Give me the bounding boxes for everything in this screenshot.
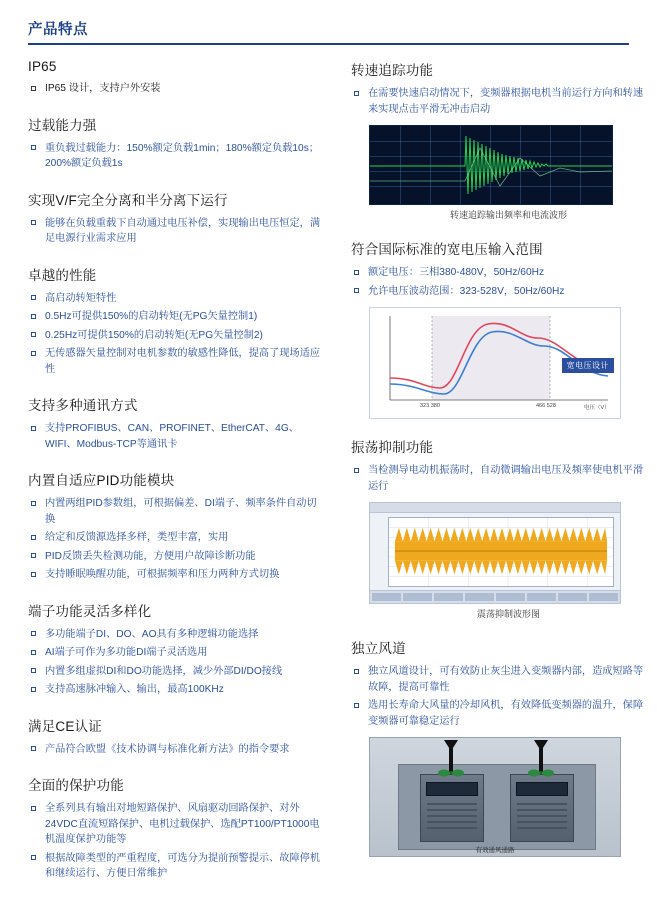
section-title: 独立风道 <box>351 641 406 656</box>
list-item-text: 0.25Hz可提供150%的启动转矩(无PG矢量控制2) <box>45 329 263 341</box>
bullet-list <box>351 664 648 729</box>
waveform-controls[interactable] <box>370 590 620 603</box>
square-bullet-icon <box>31 332 36 337</box>
list-item-text: 给定和反馈源选择多样，类型丰富，实用 <box>45 532 229 543</box>
list-item-text: 当检测导电动机振荡时，自动微调输出电压及频率使电机平滑运行 <box>368 465 644 492</box>
list-item-text: AI端子可作为多功能DI端子灵活选用 <box>45 647 208 658</box>
wide-voltage-badge: 宽电压设计 <box>562 358 615 373</box>
list-item <box>28 291 325 307</box>
section-title: 振荡抑制功能 <box>351 440 434 455</box>
list-item <box>28 309 325 325</box>
content-columns <box>28 59 644 899</box>
figure-suppression-waveform <box>369 502 648 620</box>
list-item-text: 重负载过载能力：150%额定负载1min；180%额定负载10s；200%额定负载1s <box>45 142 319 169</box>
oscilloscope-image <box>369 125 613 205</box>
inverter-cabinet-right <box>510 774 574 842</box>
square-bullet-icon <box>31 351 36 356</box>
bullet-list <box>28 496 325 583</box>
square-bullet-icon <box>31 426 36 431</box>
square-bullet-icon <box>31 314 36 319</box>
fan-icon-right <box>528 768 554 778</box>
section-protection <box>28 774 325 882</box>
duct-caption: 有效通风通路 <box>475 847 515 854</box>
suppression-waveform-image <box>369 502 621 604</box>
list-item <box>28 664 325 680</box>
list-item-text: 无传感器矢量控制对电机参数的敏感性降低，提高了现场适应性 <box>45 348 321 375</box>
figure-oscilloscope <box>369 125 648 221</box>
section-title: 实现V/F完全分离和半分离下运行 <box>28 192 228 208</box>
list-item <box>28 530 325 546</box>
list-item-text: 产品符合欧盟《技术协调与标准化新方法》的指令要求 <box>45 743 290 755</box>
section-performance <box>28 264 325 378</box>
figure-air-duct <box>369 737 648 857</box>
list-item <box>28 627 325 643</box>
figure-voltage-range <box>369 307 648 419</box>
list-item-text: PID反馈丢失检测功能，方便用户故障诊断功能 <box>45 550 256 562</box>
list-item <box>351 86 648 117</box>
waveform-toolbar <box>370 503 620 513</box>
square-bullet-icon <box>354 91 359 96</box>
x-tick-label: 466 528 <box>536 403 556 409</box>
voltage-chart-image <box>369 307 621 419</box>
square-bullet-icon <box>31 631 36 636</box>
bullet-list <box>351 265 648 299</box>
section-title: 端子功能灵活多样化 <box>28 603 152 619</box>
list-item <box>28 567 325 583</box>
bullet-list <box>351 86 648 117</box>
section-title: 卓越的性能 <box>28 267 97 283</box>
square-bullet-icon <box>354 270 359 275</box>
section-oscillation-suppression <box>351 436 648 620</box>
list-item-text: 0.5Hz可提供150%的启动转矩(无PG矢量控制1) <box>45 311 258 322</box>
list-item-text: 支持高速脉冲输入、输出，最高100KHz <box>45 684 224 695</box>
figure-caption: 转速追踪输出频率和电流波形 <box>449 210 567 220</box>
x-tick-label: 323 380 <box>420 403 440 409</box>
list-item-text: 高启动转矩特性 <box>45 292 117 304</box>
list-item <box>28 216 325 247</box>
bullet-list <box>28 81 325 97</box>
fan-icon-left <box>438 768 464 778</box>
list-item-text: 多功能端子DI、DO、AO具有多种逻辑功能选择 <box>45 628 259 640</box>
bullet-list <box>28 141 325 172</box>
list-item <box>28 801 325 848</box>
bullet-list <box>28 801 325 882</box>
left-column <box>28 59 325 899</box>
bullet-list <box>351 463 648 494</box>
list-item-text: 根据故障类型的严重程度，可选分为提前预警提示、故障停机和继续运行、方便日常维护 <box>45 852 321 879</box>
cabinet-display <box>516 782 568 796</box>
list-item <box>351 698 648 729</box>
square-bullet-icon <box>354 703 359 708</box>
section-pid <box>28 469 325 583</box>
airflow-arrow-right <box>534 740 548 751</box>
bullet-list <box>28 742 325 758</box>
section-vf-separation <box>28 189 325 247</box>
section-title: 内置自适应PID功能模块 <box>28 473 175 488</box>
section-speed-tracking <box>351 59 648 221</box>
list-item-text: 独立风道设计，可有效防止灰尘进入变频器内部，造成短路等故障，提高可靠性 <box>368 666 644 693</box>
inverter-cabinet-left <box>420 774 484 842</box>
section-ip65 <box>28 59 325 97</box>
section-title: 过载能力强 <box>28 117 97 133</box>
x-axis-label: 电压（V） <box>584 405 610 411</box>
list-item <box>28 742 325 758</box>
bullet-list <box>28 216 325 247</box>
list-item-text: 允许电压波动范围：323-528V，50Hz/60Hz <box>368 285 565 297</box>
list-item <box>351 284 648 300</box>
square-bullet-icon <box>31 806 36 811</box>
square-bullet-icon <box>31 650 36 655</box>
square-bullet-icon <box>354 669 359 674</box>
bullet-list <box>28 291 325 378</box>
square-bullet-icon <box>31 535 36 540</box>
list-item <box>28 496 325 527</box>
bullet-list <box>28 421 325 452</box>
list-item-text: 支持PROFIBUS、CAN、PROFINET、EtherCAT、4G、WIFI、Modbus-TCP等通讯卡 <box>45 423 299 450</box>
list-item <box>351 664 648 695</box>
square-bullet-icon <box>31 553 36 558</box>
square-bullet-icon <box>31 687 36 692</box>
section-title: 支持多种通讯方式 <box>28 398 138 413</box>
list-item <box>28 682 325 698</box>
list-item-text: 选用长寿命大风量的冷却风机，有效降低变频器的温升，保障变频器可靠稳定运行 <box>368 700 644 727</box>
list-item <box>28 421 325 452</box>
airflow-arrow-left <box>444 740 458 751</box>
section-communication <box>28 394 325 452</box>
list-item <box>28 81 325 97</box>
square-bullet-icon <box>31 572 36 577</box>
page-title: 产品特点 <box>28 22 88 38</box>
list-item-text: 全系列具有输出对地短路保护、风扇驱动回路保护、对外24VDC直流短路保护、电机过载保护、选配PT100/PT1000电机温度保护功能等 <box>45 803 320 845</box>
section-overload <box>28 114 325 172</box>
list-item-text: 在需要快速启动情况下，变频器根据电机当前运行方向和转速来实现点击平滑无冲击启动 <box>368 88 644 115</box>
list-item <box>28 851 325 882</box>
list-item <box>28 141 325 172</box>
list-item <box>28 346 325 377</box>
cabinet-display <box>426 782 478 796</box>
list-item-text: 额定电压：三相380-480V，50Hz/60Hz <box>368 267 545 278</box>
list-item <box>28 328 325 344</box>
square-bullet-icon <box>31 746 36 751</box>
header-divider <box>28 43 629 45</box>
square-bullet-icon <box>31 86 36 91</box>
list-item <box>351 265 648 281</box>
air-duct-image <box>369 737 621 857</box>
bullet-list <box>28 627 325 698</box>
square-bullet-icon <box>31 145 36 150</box>
list-item <box>28 645 325 661</box>
section-title: 全面的保护功能 <box>28 778 124 793</box>
section-ce <box>28 715 325 758</box>
square-bullet-icon <box>31 295 36 300</box>
section-terminals <box>28 600 325 698</box>
section-title: IP65 <box>28 59 57 74</box>
list-item-text: IP65 设计，支持户外安装 <box>45 83 161 94</box>
section-title: 满足CE认证 <box>28 718 102 734</box>
list-item-text: 内置多组虚拟DI和DO功能选择，减少外部DI/DO接线 <box>45 665 283 677</box>
section-independent-air-duct <box>351 637 648 857</box>
list-item-text: 内置两组PID参数组，可根据偏差、DI端子、频率条件自动切换 <box>45 498 317 525</box>
square-bullet-icon <box>31 220 36 225</box>
square-bullet-icon <box>354 468 359 473</box>
waveform-plot <box>388 517 614 587</box>
square-bullet-icon <box>31 501 36 506</box>
right-column <box>351 59 648 899</box>
list-item-text: 能够在负载重载下自动通过电压补偿，实现输出电压恒定，满足电源行业需求应用 <box>45 217 321 244</box>
section-wide-voltage <box>351 238 648 419</box>
list-item <box>28 549 325 565</box>
section-title: 转速追踪功能 <box>351 63 434 78</box>
list-item-text: 支持睡眠唤醒功能，可根据频率和压力两种方式切换 <box>45 569 280 580</box>
square-bullet-icon <box>354 288 359 293</box>
list-item <box>351 463 648 494</box>
page-header <box>28 0 629 45</box>
square-bullet-icon <box>31 855 36 860</box>
figure-caption: 震荡抑制波形图 <box>476 609 540 619</box>
section-title: 符合国际标准的宽电压输入范围 <box>351 242 543 257</box>
square-bullet-icon <box>31 668 36 673</box>
